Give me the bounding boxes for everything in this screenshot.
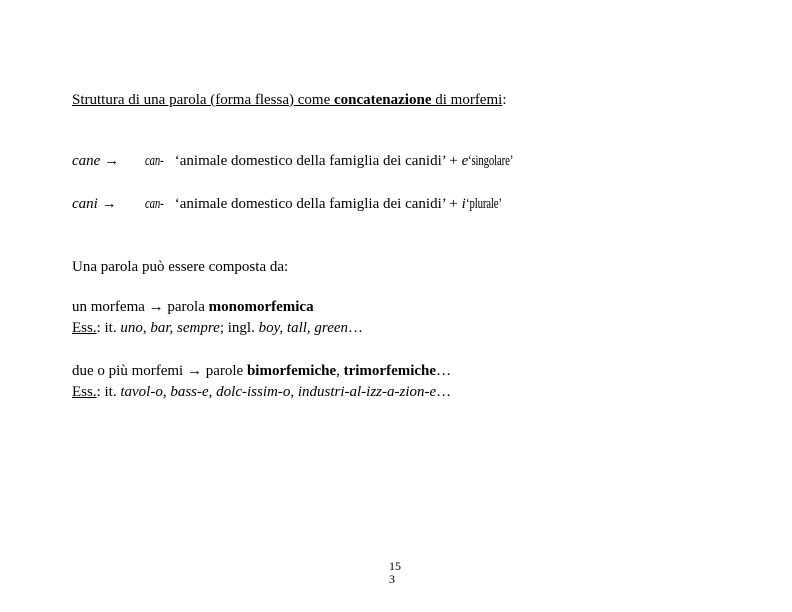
lang-it: it. <box>100 320 121 336</box>
example-analysis <box>145 196 516 213</box>
english-examples: boy, tall, green <box>258 320 349 336</box>
example-word: cani <box>72 196 98 212</box>
title-bold-term: concatenazione <box>334 92 432 108</box>
intro-text: Una parola può essere composta da: <box>72 259 289 275</box>
ellipsis: … <box>348 320 364 336</box>
trimorphemic-term: trimorfemiche <box>343 363 437 379</box>
page-number <box>389 560 401 586</box>
monomorphemic-line <box>72 299 314 316</box>
polymorphemic-line <box>72 363 451 380</box>
title-pre: Struttura di una parola (forma flessa) come <box>72 92 334 108</box>
monomorphemic-term: monomorfemica <box>208 299 314 315</box>
comma: , <box>336 363 344 379</box>
lang-en: ; ingl. <box>219 320 259 336</box>
example-suffix: i <box>461 196 466 212</box>
example-suffix-gloss: ‘plurale’ <box>465 196 502 212</box>
italian-examples: tavol-o, bass-e, dolc-issim-o, industri-al-izz-a-zion-e <box>120 384 437 400</box>
example-stem: can- <box>145 196 164 212</box>
ess-label: Ess. <box>72 384 97 400</box>
example-analysis <box>145 153 531 170</box>
italian-examples: uno, bar, sempre <box>120 320 220 336</box>
bimorphemic-term: bimorfemiche <box>246 363 337 379</box>
page-number-line2: 3 <box>389 572 395 586</box>
title-post: di morfemi <box>431 92 503 108</box>
ellipsis: … <box>436 384 452 400</box>
polymorphemic-examples <box>72 384 451 401</box>
example-gloss: ‘animale domestico della famiglia dei canidi’ + <box>171 153 462 169</box>
example-gloss: ‘animale domestico della famiglia dei canidi’ + <box>171 196 462 212</box>
polymorphemic-pre: due o più morfemi → parole <box>72 363 247 379</box>
example-word-arrow <box>72 196 117 213</box>
example-stem: can- <box>145 153 164 169</box>
example-suffix: e <box>461 153 469 169</box>
monomorphemic-pre: un morfema → parola <box>72 299 209 315</box>
title-colon: : <box>502 92 507 108</box>
example-word-arrow <box>72 153 119 170</box>
example-suffix-gloss: ‘singolare’ <box>468 153 514 169</box>
monomorphemic-examples <box>72 320 363 337</box>
page-title <box>72 92 506 109</box>
lang-it: it. <box>100 384 121 400</box>
ess-colon: : <box>96 320 101 336</box>
ess-label: Ess. <box>72 320 97 336</box>
example-word: cane <box>72 153 101 169</box>
ess-colon: : <box>96 384 101 400</box>
arrow-symbol: → <box>100 153 120 169</box>
ellipsis: … <box>436 363 452 379</box>
title-text <box>72 92 502 108</box>
page-number-line1: 15 <box>389 559 401 573</box>
arrow-symbol: → <box>97 196 117 212</box>
